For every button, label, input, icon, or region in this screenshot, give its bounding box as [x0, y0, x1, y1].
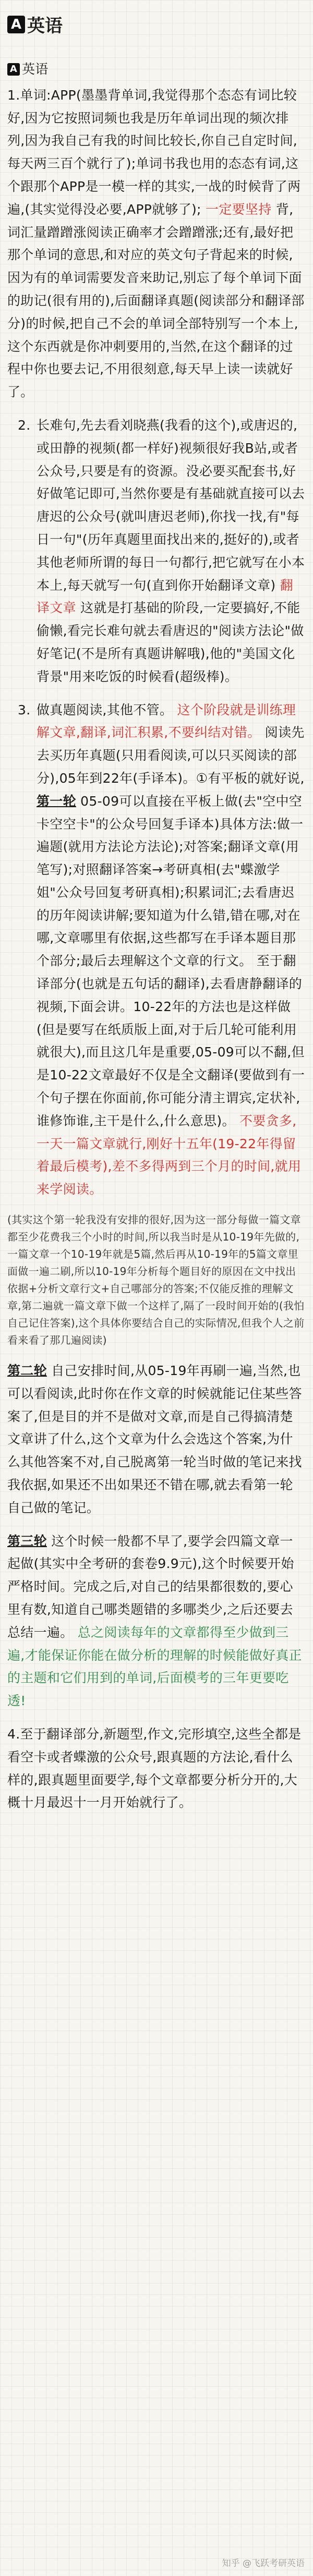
round-three-text: 这个时候一般都不早了,要学会四篇文章一起做(其实中全考研的套卷9.9元),这个时候要开始严格时间。完成之后,对自己的结果都很数的,要心里有数,知道自己哪类题错的多哪类少,之后还要去总结一遍。: [7, 1533, 294, 1640]
paragraph-round-three: [7, 1530, 306, 1712]
paragraph-long-sentences: [7, 414, 306, 688]
paragraph-other-sections: [7, 1723, 306, 1814]
watermark: 知乎 @飞跃考研英语: [222, 2558, 305, 2569]
paragraph-reading: [7, 699, 306, 1201]
heading-badge: A: [7, 16, 25, 33]
vocab-text-cont: 背,词汇量蹭蹭涨阅读正确率才会蹭蹭涨;还有,最好把那个单词的意思,和对应的英文句子背起来的时候,因为有的单词需要发音来助记,别忘了每个单词下面的助记(很有用的),后面翻译真题(阅读部分和翻译部分)的时候,把自己不会的单词全部特别写一个本上,这个东西就是你冲刺要用的,当然,在这个翻译的过程中你也要去记,不用很刻意,每天早上读一读就好了。: [7, 201, 305, 400]
page-heading: [7, 11, 306, 37]
section-heading: [7, 58, 306, 81]
reading-red-text: 这个阶段就是训练理解文章,翻译,词汇积累,不要纠结对错。: [37, 702, 296, 740]
reading-text-cont2: 至于翻译部分(也就是五句话的翻译),去看唐静翻译的视频,下面会讲。10-22年的方法也是这样做(但是要写在纸质版上面,对于后几轮可能利用就很大),而且这几年是重要,05-09可以不翻,但是10-22文章最好不仅是全文翻译(要做到有一个句子摆在你面前,你可能分清主谓宾,定状补,谁修饰谁,主干是什么,什么意思)。: [37, 953, 305, 1128]
list-number: 3.: [18, 702, 31, 718]
long-sentences-text-cont: 这就是打基础的阶段,一定要搞好,不能偷懒,看完长难句就去看唐迟的"阅读方法论"做好笔记(不是所有真题讲解哦),他的"美国文化背景"用来吃饭的时候看(超级棒)。: [37, 600, 304, 684]
round-two-label: 第二轮: [7, 1363, 47, 1379]
reading-intro: 做真题阅读,其他不管。: [37, 702, 173, 718]
round-three-label: 第三轮: [7, 1533, 47, 1549]
vocab-red-text: 一定要坚持: [206, 201, 272, 217]
list-number: 2.: [18, 417, 31, 433]
paragraph-round-two: [7, 1359, 306, 1520]
page-title: 英语: [27, 16, 63, 37]
long-sentences-text: 长难句,先去看刘晓燕(我看的这个),或唐迟的,或田静的视频(都一样好)视频很好我B站,或者公众号,只要是有的资源。没必要买配套书,好好做笔记即可,当然你要是有基础就直接可以去唐迟的公众号(就叫唐迟老师),你找一找,有"每日一句"(历年真题里面找出来的,挺好的),或者其他老师所谓的每日一句都行,把它就写在小本本上,每天就写一句(直到你开始翻译文章): [37, 417, 305, 593]
section-badge: A: [7, 63, 20, 76]
reading-note: (其实这个第一轮我没有安排的很好,因为这一部分每做一篇文章都至少花费我三个小时的时间,所以我当时是从10-19年先做的,一篇文章一个10-19年就是5篇,然后再从10-19年的5篇文章里面做一遍二刷,所以10-19年分析每个题目好的原因在文中找出依据+分析文章行文+自己哪部分的答案;不仅能反推的理解文章,第二遍就一篇文章下做一个这样了,隔了一段时间开始的(我怕自己记住答案),这个具体你要结合自己的实际情况,但我个人之前看来看了那几遍阅读): [7, 1213, 305, 1347]
round-three-green-text: 总之阅读每年的文章都得至少做到三遍,才能保证你能在做分析的理解的时候能做好真正的主题和它们用到的单词,后面模考的三年更要吃透!: [7, 1624, 302, 1709]
other-sections-text: 4.至于翻译部分,新题型,作文,完形填空,这些全都是看空卡或者蝶激的公众号,跟真题的方法论,看什么样的,跟真题里面要学,每个文章都要分析分开的,大概十月最迟十一月开始就行了。: [7, 1727, 302, 1811]
round-two-text: 自己安排时间,从05-19年再刷一遍,当然,也可以看阅读,此时你在作文章的时候就能记住某些答案了,但是目的并不是做对文章,而是自己得搞清楚文章讲了什么,这个文章为什么会选这个答案,为什么其他答案不对,自己脱离第一轮当时做的笔记来找我依据,如果还不出如果还不错在哪,就去看第一轮自己做的笔记。: [7, 1363, 302, 1515]
reading-text-cont: 05-09可以直接在平板上做(去"空中空卡空空卡"的公众号回复手译本)具体方法:做一遍题(就用方法论方法论);对答案;翻译文章(用笔写);对照翻译答案→考研真相(去"蝶激学姐"公众号回复考研真相);积累词汇;去看唐迟的历年阅读讲解;要知道为什么错,错在哪,对在哪,文章哪里有依据,这些都写在手译本题目那个部分;最后去理解这个文章的行文。: [37, 793, 304, 969]
document-body: [7, 58, 306, 1814]
paragraph-vocab: [7, 84, 306, 404]
long-sentences-red-text: 翻译文章: [37, 577, 294, 616]
vocab-text: 1.单词:APP(墨墨背单词,我觉得那个态态有词比较好,因为它按照词频也我是历年单词出现的频次排列,因为我自己有我的时间比较长,你自己自定时间,每天两三百个就行了);单词书我也用的态态有词,这个跟那个APP是一模一样的其实,一战的时候背了两遍,(其实觉得没必要,APP就够了);: [7, 87, 301, 217]
reading-text: 阅读先去买历年真题(只用看阅读,可以只买阅读的部分),05年到22年(手译本)。①有平板的就好说,: [37, 725, 305, 786]
section-label: 英语: [22, 62, 49, 77]
reading-red-text-2: 不要贪多,一天一篇文章就行,刚好十五年(19-22年得留着最后模考),差不多得两到三个月的时间,就用来学阅读。: [37, 1113, 302, 1197]
reading-round-one: 第一轮: [37, 793, 76, 809]
